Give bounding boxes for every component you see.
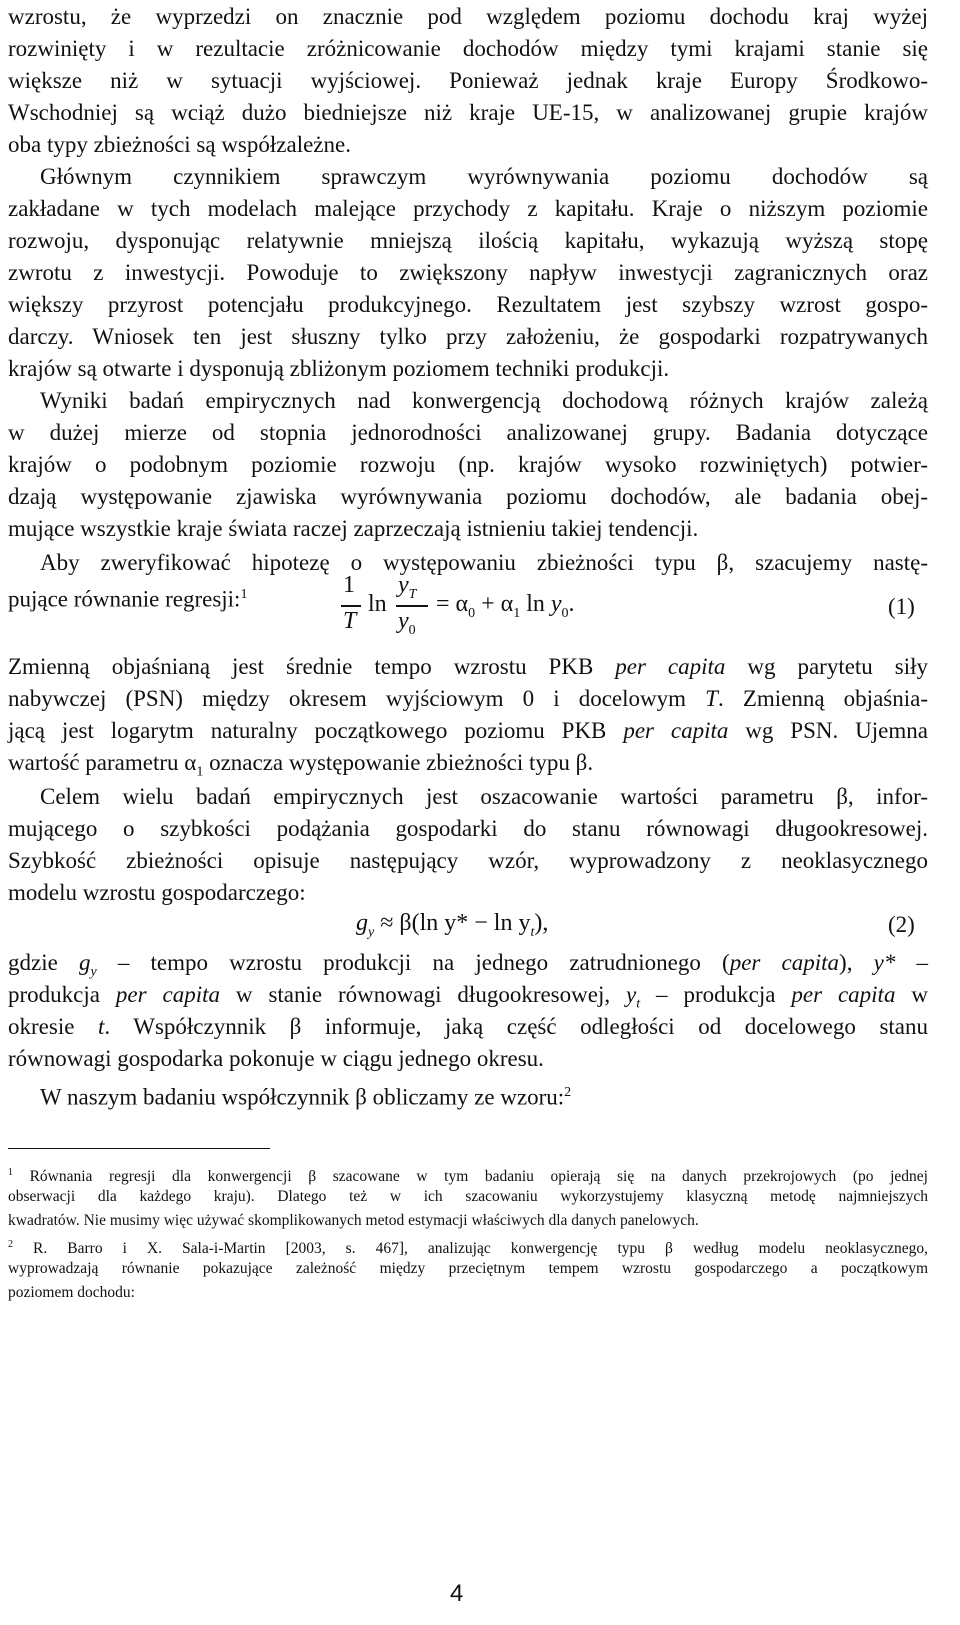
text-line: Wschodniej są wciąż dużo biedniejsze niż kraje UE-15, w analizowanej grupie krajów xyxy=(8,100,928,125)
text-line: Szybkość zbieżności opisuje następujący wzór, wyprowadzony z neoklasycznego xyxy=(8,848,928,873)
text-line: Zmienną objaśnianą jest średnie tempo wzrostu PKB per capita wg parytetu siły xyxy=(8,654,929,679)
text-line: większe niż w sytuacji wyjściowej. Ponieważ jednak kraje Europy Środkowo- xyxy=(8,68,928,93)
text-line: zwrotu z inwestycji. Powoduje to zwiększony napływ inwestycji zagranicznych oraz xyxy=(8,260,928,285)
equation-number: (1) xyxy=(888,594,915,619)
footnote-line: kwadratów. Nie musimy więc używać skomplikowanych metod estymacji właściwych dla danych panelowych. xyxy=(8,1212,699,1229)
text-line: darczy. Wniosek ten jest słuszny tylko przy założeniu, że gospodarki rozpatrywanych xyxy=(8,324,928,349)
text-line: modelu wzrostu gospodarczego: xyxy=(8,880,306,905)
footnote-line: obserwacji dla każdego kraju). Dlatego też w ich szacowaniu wykorzystujemy klasyczną metodę najmniejszych xyxy=(8,1188,928,1205)
text-line: mujące wszystkie kraje świata raczej zaprzeczają istnieniu takiej tendencji. xyxy=(8,516,699,541)
text-line: rozwinięty i w rezultacie zróżnicowanie dochodów między tymi krajami stanie się xyxy=(8,36,928,61)
text-line: gdzie $g_y$ – tempo wzrostu produkcji na jednego zatrudnionego (per capita), y* – xyxy=(8,950,928,980)
eq1-frac1-num: 1 xyxy=(343,572,355,598)
eq1-rhs: = $\alpha_0 + \alpha_1$ $\ln y_0$. xyxy=(436,591,575,621)
text-line: większy przyrost potencjału produkcyjnego. Rezultatem jest szybszy wzrost gospo- xyxy=(8,292,928,317)
footnote-line: poziomem dochodu: xyxy=(8,1284,135,1301)
text-line: Wyniki badań empirycznych nad konwergencją dochodową różnych krajów zależą xyxy=(40,388,928,413)
text-line: okresie t. Współczynnik β informuje, jaką część odległości od docelowego stanu xyxy=(8,1014,928,1039)
footnote-line: $^2$ R. Barro i X. Sala-i-Martin [2003, s. 467], analizując konwergencję typu β według modelu neoklasycznego, xyxy=(8,1239,929,1258)
text-line: Celem wielu badań empirycznych jest oszacowanie wartości parametru β, infor- xyxy=(40,784,928,809)
text-line: nabywczej (PSN) między okresem wyjściowym 0 i docelowym T. Zmienną objaśnia- xyxy=(8,686,928,711)
text-line: jącą jest logarytm naturalny początkowego poziomu PKB per capita wg PSN. Ujemna xyxy=(8,718,928,743)
footnote-line: $^1$ Równania regresji dla konwergencji β szacowane w tym badaniu opierają się na danych przekrojowych (po jednej xyxy=(8,1167,928,1186)
text-line: pujące równanie regresji:$^1$ xyxy=(8,586,248,612)
footnote-separator xyxy=(8,1148,270,1149)
text-line: wzrostu, że wyprzedzi on znacznie pod względem poziomu dochodu kraj wyżej xyxy=(8,4,928,29)
eq2-body: $g_y \approx \beta(\ln$ $y* - \ln y_t$), xyxy=(356,910,549,940)
text-line: wartość parametru $\alpha_1$ oznacza występowanie zbieżności typu β. xyxy=(8,750,594,780)
footnote-ref: 1 xyxy=(240,587,248,602)
footnote-ref: 2 xyxy=(564,1085,572,1100)
text-line: dzają występowanie zjawiska wyrównywania poziomu dochodów, ale badania obej- xyxy=(8,484,928,509)
text-line: krajów są otwarte i dysponują zbliżonym poziomem techniki produkcji. xyxy=(8,356,670,381)
fraction-bar xyxy=(396,605,428,607)
text-line: zakładane w tych modelach malejące przychody z kapitału. Kraje o niższym poziomie xyxy=(8,196,928,221)
eq1-frac1-den: T xyxy=(343,608,357,634)
text-line: rozwoju, dysponując relatywnie mniejszą ilością kapitału, wykazują wyższą stopę xyxy=(8,228,928,253)
text-line: mującego o szybkości podążania gospodarki do stanu równowagi długookresowej. xyxy=(8,816,928,841)
page-number: 4 xyxy=(450,1580,464,1607)
eq1-frac2-den: $y_0$ xyxy=(398,608,416,638)
text-line: produkcja per capita w stanie równowagi długookresowej, $y_t$ – produkcja per capita w xyxy=(8,982,928,1012)
equation-number: (2) xyxy=(888,912,915,937)
text-line: W naszym badaniu współczynnik β obliczamy ze wzoru:$^2$ xyxy=(40,1084,572,1110)
footnote-line: wyprowadzają równanie pokazujące zależność między przeciętnym tempem wzrostu gospodarczego a początkowym xyxy=(8,1260,928,1277)
text-line: krajów o podobnym poziomie rozwoju (np. krajów wysoko rozwiniętych) potwier- xyxy=(8,452,928,477)
text-line: w dużej mierze od stopnia jednorodności analizowanej grupy. Badania dotyczące xyxy=(8,420,928,445)
text-line: oba typy zbieżności są współzależne. xyxy=(8,132,351,157)
eq1-frac2-num: $y_T$ xyxy=(398,572,417,602)
text-line: Aby zweryfikować hipotezę o występowaniu zbieżności typu β, szacujemy nastę- xyxy=(40,550,928,575)
text-line: równowagi gospodarka pokonuje w ciągu jednego okresu. xyxy=(8,1046,544,1071)
eq1-ln: ln xyxy=(368,591,387,617)
text-line: Głównym czynnikiem sprawczym wyrównywania poziomu dochodów są xyxy=(40,164,928,189)
fraction-bar xyxy=(341,605,361,607)
